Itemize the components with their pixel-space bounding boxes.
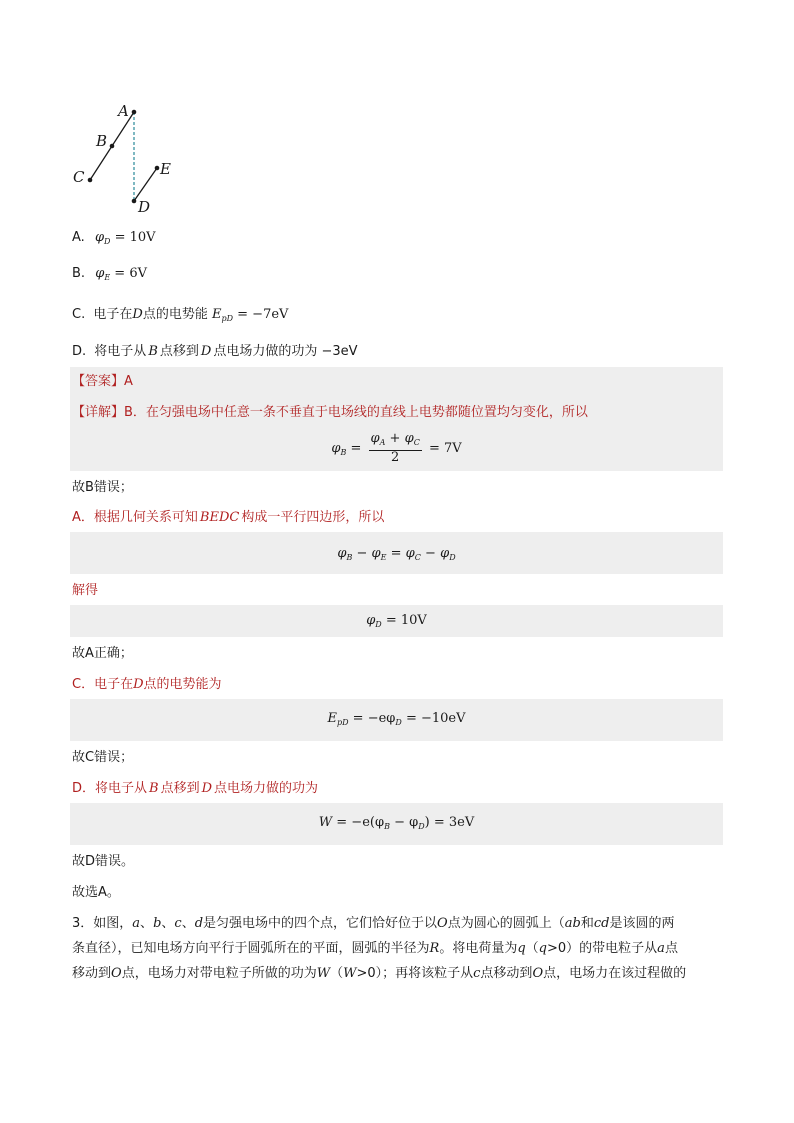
point-c <box>88 178 93 183</box>
q3-and: 和 <box>580 916 594 931</box>
q3-W: W <box>316 966 331 981</box>
q3-d: d <box>194 916 204 931</box>
option-c-sub: pD <box>221 314 234 323</box>
option-c <box>72 306 288 328</box>
detail-a-intro <box>72 509 384 527</box>
q3-cd: cd <box>593 916 610 931</box>
a-conclusion: 故A正确； <box>72 646 133 661</box>
q3-c: c <box>174 916 182 931</box>
detail-b-intro <box>72 404 588 422</box>
energy-mid: = −eφ <box>348 711 396 726</box>
frac-num-phi2: φ <box>404 431 414 446</box>
q3-sep3: 、 <box>181 916 195 931</box>
q3-l1c: 点为圆心的圆弧上（ <box>447 916 565 931</box>
d-conclusion: 故D错误。 <box>72 854 135 869</box>
q3-q: q <box>517 941 526 956</box>
energy-value: = −10eV <box>401 711 466 726</box>
detail-d-text2: 点移到 <box>160 781 200 796</box>
label-b: B <box>96 132 108 150</box>
figure <box>70 98 180 218</box>
point-d <box>132 199 137 204</box>
frac-denominator: 2 <box>391 450 400 465</box>
option-c-text1: 电子在 <box>93 307 133 322</box>
formula-b-fraction <box>369 432 422 465</box>
frac-plus: + <box>385 431 405 446</box>
frac-num-sub1: A <box>379 438 386 447</box>
detail-c-intro <box>72 676 222 694</box>
segment-de <box>134 168 157 201</box>
work-symbol: W <box>318 815 333 830</box>
q3-line1 <box>72 911 727 936</box>
q3-l3a: 移动到 <box>72 966 112 981</box>
point-e <box>155 166 160 171</box>
work-mid: = −e(φ <box>332 815 385 830</box>
q3-line2 <box>72 936 727 961</box>
q3-l2a: 条直径），已知电场方向平行于圆弧所在的平面，圆弧的半径为 <box>72 941 430 956</box>
q3-a2: a <box>657 941 665 956</box>
q3-l1b: 是匀强电场中的四个点，它们恰好位于以 <box>203 916 438 931</box>
detail-d-point1: B <box>149 781 159 796</box>
option-a-value: = 10V <box>110 230 156 245</box>
q3-l1d: 是该圆的两 <box>609 916 675 931</box>
option-d-text2: 点移到 <box>159 344 199 359</box>
option-a-sub: D <box>104 237 111 246</box>
q3-sep1: 、 <box>140 916 154 931</box>
option-a <box>72 229 156 251</box>
frac-num-sub2: C <box>413 438 420 447</box>
q3-c2: c <box>473 966 481 981</box>
formula-b-sub: B <box>340 448 347 457</box>
label-c: C <box>73 168 85 186</box>
q3-sep2: 、 <box>161 916 175 931</box>
option-d-point1: B <box>148 344 158 359</box>
q3-l2d: >0）的带电粒子从 <box>547 941 658 956</box>
q3-a: a <box>132 916 141 931</box>
phi-d-value: = 10V <box>381 613 427 628</box>
q3-l2b: 。将电荷量为 <box>439 941 518 956</box>
q3-O: O <box>437 916 448 931</box>
detail-a-text1: A．根据几何关系可知 <box>72 510 198 525</box>
b-conclusion: 故B错误； <box>72 480 133 495</box>
option-c-text2: 点的电势能 <box>142 307 208 322</box>
q3-b: b <box>153 916 162 931</box>
detail-d-text3: 点电场力做的功为 <box>214 781 319 796</box>
option-a-prefix: A. <box>72 230 85 245</box>
detail-c-point: D <box>133 677 144 692</box>
work-sub1: B <box>384 822 390 831</box>
point-b <box>110 144 115 149</box>
detail-b-text: B．在匀强电场中任意一条不垂直于电场线的直线上电势都随位置均匀变化，所以 <box>124 405 588 420</box>
option-b-phi: φ <box>95 266 105 281</box>
option-b-value: = 6V <box>110 266 147 281</box>
formula-b-phi: φ <box>331 441 341 456</box>
q3-l3c: （ <box>330 966 344 981</box>
q3-W2: W <box>343 966 357 981</box>
q3-O3: O <box>532 966 544 981</box>
work-sub2: D <box>418 822 425 831</box>
formula-energy <box>70 711 723 727</box>
frac-num-phi1: φ <box>370 431 380 446</box>
option-d-point2: D <box>200 344 212 359</box>
detail-label: 【详解】 <box>72 405 125 420</box>
pf-minus2: − <box>420 546 441 561</box>
formula-work <box>70 815 723 831</box>
answer-label: 【答案】 <box>72 374 125 389</box>
option-c-prefix: C. <box>72 307 86 322</box>
option-b-prefix: B. <box>72 266 86 281</box>
detail-a-text2: 构成一平行四边形，所以 <box>241 510 385 525</box>
q3-ab: ab <box>564 916 581 931</box>
pf-eq: = <box>386 546 406 561</box>
formula-parallelogram: $\varphi_B - \varphi_E = \varphi_C - \varphi_D$ <box>337 546 456 562</box>
option-d-text3: 点电场力做的功为 −3eV <box>213 344 358 359</box>
work-minus: − φ <box>389 815 419 830</box>
formula-b-result: = 7V <box>424 441 462 456</box>
q3-l1a: 3．如图， <box>72 916 133 931</box>
q3-l3f: 点，电场力在该过程做的 <box>543 966 687 981</box>
option-d-text1: 将电子从 <box>94 344 147 359</box>
option-d-prefix: D. <box>72 344 87 359</box>
label-a: A <box>118 102 129 120</box>
q3-l3d: >0）；再将该粒子从 <box>356 966 474 981</box>
label-e: E <box>160 160 171 178</box>
final-choice: 故选A。 <box>72 885 120 900</box>
detail-c-text1: C．电子在 <box>72 677 134 692</box>
phi-d-sub: D <box>375 620 382 629</box>
c-conclusion: 故C错误； <box>72 750 134 765</box>
option-b <box>72 265 147 287</box>
detail-d-text1: D．将电子从 <box>72 781 148 796</box>
detail-d-intro <box>72 780 318 798</box>
label-d: D <box>138 198 151 216</box>
q3-l3e: 点移动到 <box>480 966 533 981</box>
energy-sub2: D <box>395 718 402 727</box>
q3-l2e: 点 <box>664 941 678 956</box>
q3-line3 <box>72 961 727 986</box>
detail-c-text2: 点的电势能为 <box>143 677 222 692</box>
point-a <box>132 110 137 115</box>
pf-sub2: E <box>380 553 387 562</box>
option-b-sub: E <box>104 273 111 282</box>
energy-sub: pD <box>336 718 349 727</box>
pf-sub1: B <box>346 553 353 562</box>
answer-value: A <box>124 374 133 389</box>
option-a-phi: φ <box>94 230 105 245</box>
answer-line <box>72 373 133 391</box>
work-value: ) = 3eV <box>424 815 475 830</box>
formula-phi-d: $\varphi_D = 10V$ <box>366 613 427 629</box>
option-c-point: D <box>132 307 143 322</box>
q3-q2: q <box>538 941 547 956</box>
q3-O2: O <box>111 966 122 981</box>
pf-sub3: C <box>414 553 421 562</box>
option-c-value: = −7eV <box>233 307 289 322</box>
detail-a-shape: BEDC <box>199 510 240 525</box>
option-d <box>72 343 358 361</box>
formula-phi-b: $\varphi_B$ = $\frac{\varphi_A + \varphi_C}{2}$ = 7V <box>331 431 462 465</box>
question-3 <box>72 911 727 986</box>
q3-l3b: 点，电场力对带电粒子所做的功为 <box>121 966 317 981</box>
solve-label: 解得 <box>72 583 99 598</box>
q3-l2c: （ <box>525 941 539 956</box>
option-c-energy-symbol: E <box>211 307 222 322</box>
pf-sub4: D <box>449 553 456 562</box>
q3-R: R <box>429 941 440 956</box>
pf-minus1: − <box>352 546 372 561</box>
detail-d-point2: D <box>201 781 213 796</box>
energy-symbol: E <box>327 711 337 726</box>
